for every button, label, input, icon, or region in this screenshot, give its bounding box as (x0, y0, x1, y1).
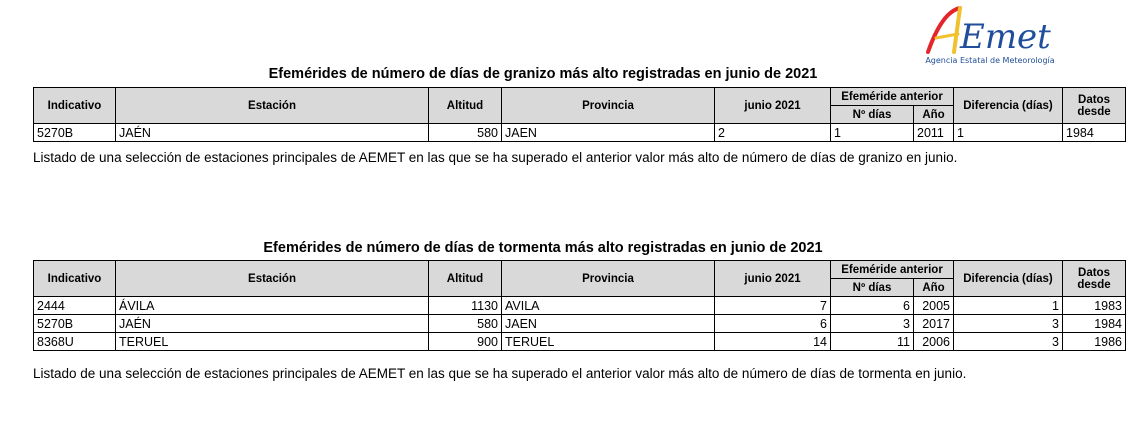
cell-diferencia: 3 (954, 333, 1063, 351)
cell-ndias: 1 (831, 124, 914, 142)
table2-title: Efemérides de número de días de tormenta más alto registradas en junio de 2021 (263, 240, 823, 256)
col-junio: junio 2021 (715, 88, 831, 124)
col-anio: Año (914, 106, 954, 124)
cell-estacion: ÁVILA (116, 297, 429, 315)
tormenta-table (33, 260, 1126, 351)
cell-junio: 2 (715, 124, 831, 142)
cell-indicativo: 2444 (34, 297, 116, 315)
cell-junio: 14 (715, 333, 831, 351)
table1-title: Efemérides de número de días de granizo más alto registradas en junio de 2021 (268, 66, 818, 82)
aemet-logo-mark (920, 4, 1060, 58)
table1-note: Listado de una selección de estaciones principales de AEMET en las que se ha superado el anterior valor más alto de número de días de granizo en junio. (33, 150, 958, 165)
col-altitud: Altitud (429, 261, 502, 297)
cell-altitud: 580 (429, 124, 502, 142)
col-diferencia: Diferencia (días) (954, 88, 1063, 124)
cell-desde: 1983 (1063, 297, 1126, 315)
cell-altitud: 1130 (429, 297, 502, 315)
col-estacion: Estación (116, 261, 429, 297)
table-row (34, 124, 1126, 142)
table-row (34, 315, 1126, 333)
cell-estacion: JAÉN (116, 315, 429, 333)
col-junio: junio 2021 (715, 261, 831, 297)
logo-subtitle: Agencia Estatal de Meteorología (925, 56, 1055, 65)
col-datos-desde: Datos desde (1063, 261, 1126, 297)
col-indicativo: Indicativo (34, 88, 116, 124)
cell-anio: 2005 (914, 297, 954, 315)
cell-desde: 1984 (1063, 315, 1126, 333)
cell-anio: 2006 (914, 333, 954, 351)
cell-altitud: 900 (429, 333, 502, 351)
col-efemeride: Efeméride anterior (831, 88, 954, 106)
cell-provincia: AVILA (502, 297, 715, 315)
cell-provincia: TERUEL (502, 333, 715, 351)
svg-text:Emet: Emet (960, 17, 1051, 57)
cell-diferencia: 3 (954, 315, 1063, 333)
cell-ndias: 6 (831, 297, 914, 315)
cell-indicativo: 8368U (34, 333, 116, 351)
granizo-table (33, 87, 1126, 142)
cell-indicativo: 5270B (34, 124, 116, 142)
cell-estacion: TERUEL (116, 333, 429, 351)
cell-estacion: JAÉN (116, 124, 429, 142)
cell-junio: 6 (715, 315, 831, 333)
col-datos-desde: Datos desde (1063, 88, 1126, 124)
col-provincia: Provincia (502, 88, 715, 124)
cell-anio: 2017 (914, 315, 954, 333)
cell-ndias: 11 (831, 333, 914, 351)
cell-junio: 7 (715, 297, 831, 315)
aemet-logo (920, 4, 1060, 72)
col-ndias: Nº días (831, 106, 914, 124)
col-estacion: Estación (116, 88, 429, 124)
table-row (34, 297, 1126, 315)
cell-provincia: JAEN (502, 124, 715, 142)
col-altitud: Altitud (429, 88, 502, 124)
cell-ndias: 3 (831, 315, 914, 333)
cell-provincia: JAEN (502, 315, 715, 333)
col-indicativo: Indicativo (34, 261, 116, 297)
col-diferencia: Diferencia (días) (954, 261, 1063, 297)
col-ndias: Nº días (831, 279, 914, 297)
col-provincia: Provincia (502, 261, 715, 297)
col-efemeride: Efeméride anterior (831, 261, 954, 279)
cell-anio: 2011 (914, 124, 954, 142)
cell-desde: 1984 (1063, 124, 1126, 142)
cell-desde: 1986 (1063, 333, 1126, 351)
cell-diferencia: 1 (954, 297, 1063, 315)
table2-note: Listado de una selección de estaciones principales de AEMET en las que se ha superado el anterior valor más alto de número de días de tormenta en junio. (33, 366, 967, 381)
table-row (34, 333, 1126, 351)
col-anio: Año (914, 279, 954, 297)
cell-altitud: 580 (429, 315, 502, 333)
cell-diferencia: 1 (954, 124, 1063, 142)
cell-indicativo: 5270B (34, 315, 116, 333)
